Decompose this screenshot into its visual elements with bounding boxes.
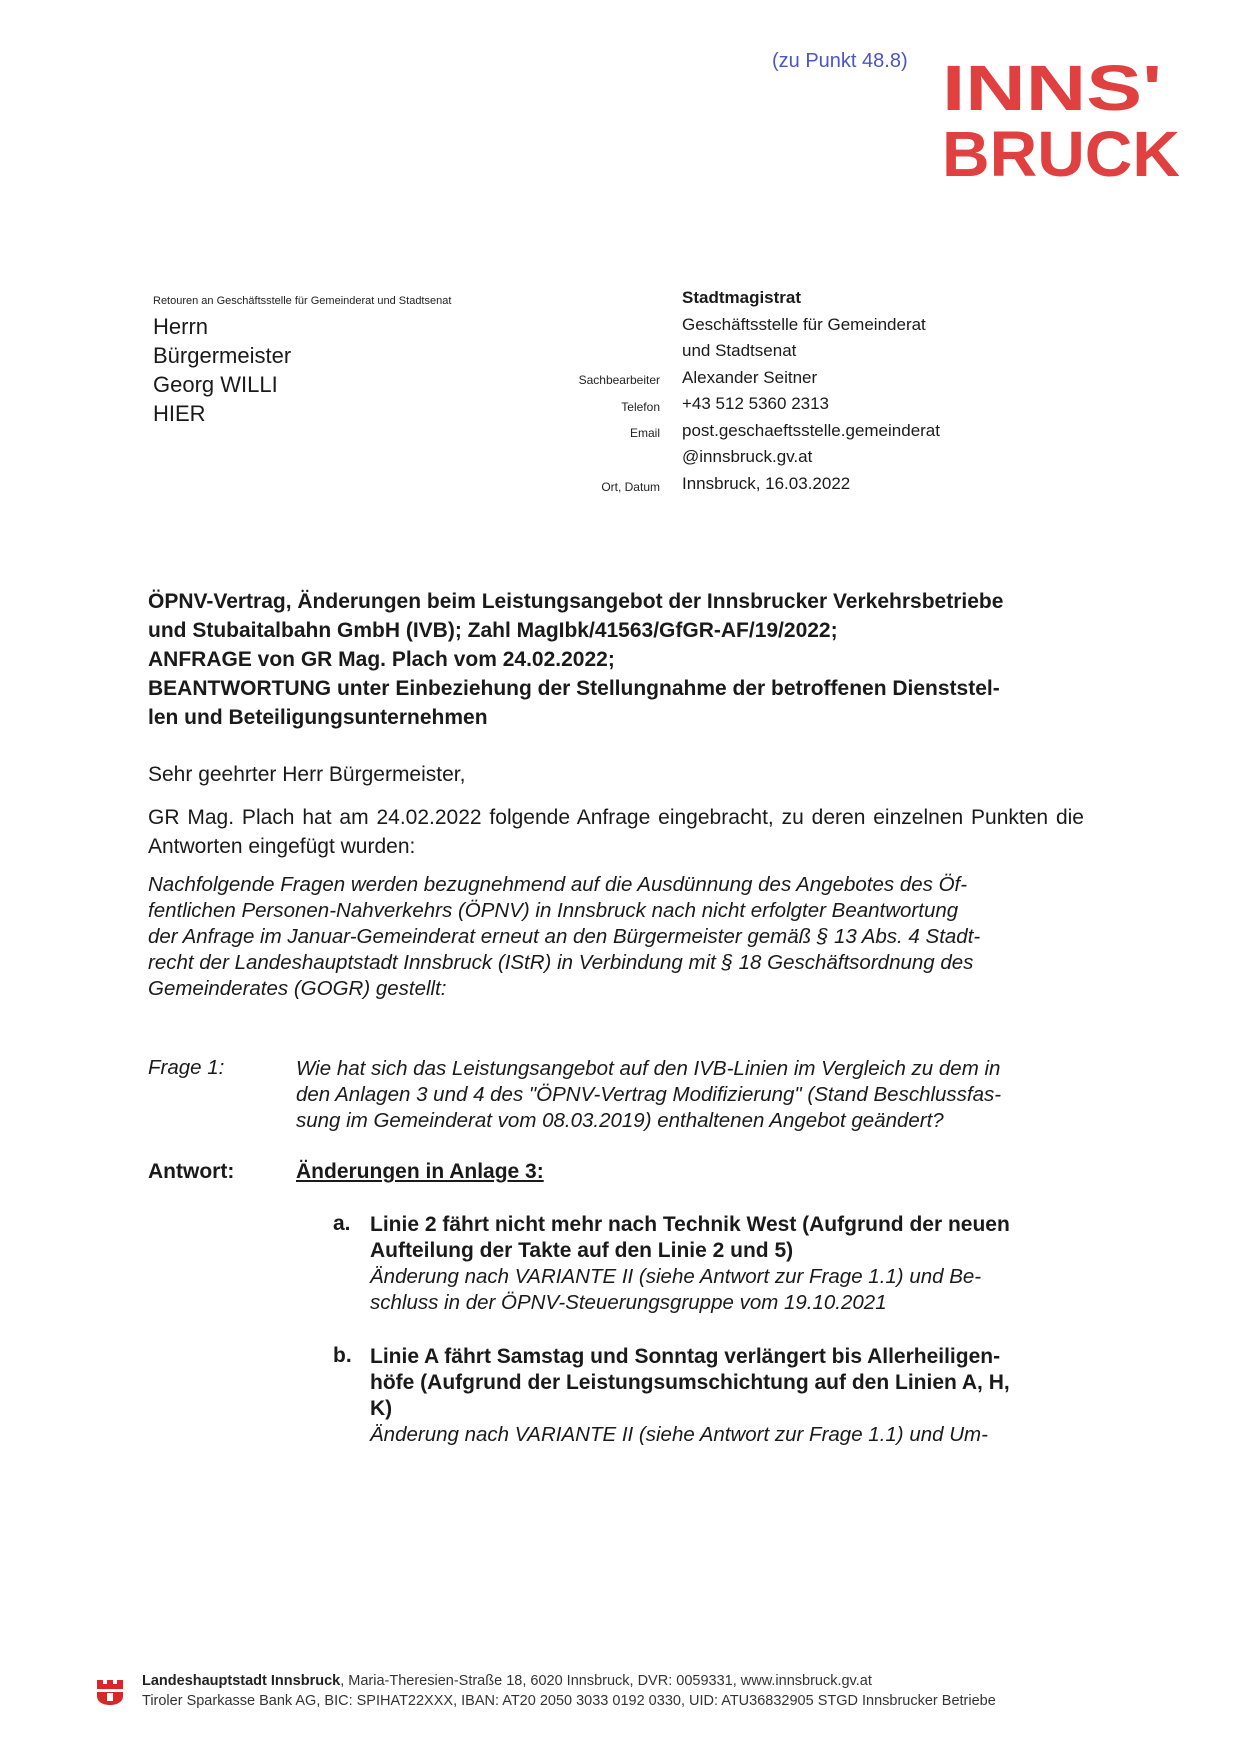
return-address: Retouren an Geschäftsstelle für Gemeinderat und Stadtsenat	[153, 295, 452, 307]
quote-line: fentlichen Personen-Nahverkehrs (ÖPNV) in Innsbruck nach nicht erfolgter Beantwortung	[148, 899, 959, 922]
footer-line	[142, 1671, 996, 1691]
recipient-line: Georg WILLI	[153, 372, 278, 397]
office-dept: und Stadtsenat	[682, 341, 797, 360]
answer-heading: Änderungen in Anlage 3:	[296, 1160, 544, 1183]
subject-line: BEANTWORTUNG unter Einbeziehung der Stellungnahme der betroffenen Dienststel-	[148, 677, 1000, 700]
email-label: Email	[629, 426, 660, 440]
intro-paragraph: GR Mag. Plach hat am 24.02.2022 folgende Anfrage eingebracht, zu deren einzelnen Punkten die Antworten eingefügt wurden:	[148, 806, 1084, 858]
office-info	[682, 285, 940, 497]
answer-item	[370, 1344, 1085, 1448]
recipient-line: Herrn	[153, 314, 209, 339]
innsbruck-logo	[940, 52, 1185, 182]
date-label: Ort, Datum	[601, 480, 660, 494]
salutation: Sehr geehrter Herr Bürgermeister,	[148, 763, 466, 786]
subject-line: ÖPNV-Vertrag, Änderungen beim Leistungsangebot der Innsbrucker Verkehrsbetriebe	[148, 590, 1004, 613]
item-title-line: K)	[370, 1397, 393, 1420]
office-name: Stadtmagistrat	[682, 288, 802, 307]
phone-number: +43 512 5360 2313	[682, 394, 830, 413]
office-dept: Geschäftsstelle für Gemeinderat	[682, 314, 926, 334]
question-line: den Anlagen 3 und 4 des "ÖPNV-Vertrag Modifizierung" (Stand Beschlussfas-	[296, 1083, 1002, 1106]
footer-org: Landeshauptstadt Innsbruck	[142, 1673, 341, 1689]
footer-bank: Tiroler Sparkasse Bank AG, BIC: SPIHAT22XXX, IBAN: AT20 2050 3033 0192 0330, UID: ATU36832905 STGD Innsbrucker Betriebe	[142, 1693, 996, 1709]
item-title-line: höfe (Aufgrund der Leistungsumschichtung auf den Linien A, H,	[370, 1371, 1010, 1394]
email-address: post.geschaeftsstelle.gemeinderat	[682, 420, 940, 440]
logo-line1: INNS'	[942, 52, 1162, 124]
item-letter: b.	[333, 1344, 352, 1367]
inquiry-quote	[148, 872, 1084, 1002]
quote-line: Gemeinderates (GOGR) gestellt:	[148, 977, 447, 1000]
footer-address: , Maria-Theresien-Straße 18, 6020 Innsbruck, DVR: 0059331, www.innsbruck.gv.at	[340, 1673, 872, 1689]
recipient-address	[153, 312, 291, 428]
item-note-line: Änderung nach VARIANTE II (siehe Antwort zur Frage 1.1) und Um-	[370, 1423, 988, 1446]
email-address: @innsbruck.gv.at	[682, 447, 813, 466]
clerk-name: Alexander Seitner	[682, 367, 818, 387]
question-text	[296, 1056, 1086, 1134]
subject-line: len und Beteiligungsunternehmen	[148, 706, 488, 729]
subject	[148, 587, 1088, 732]
top-note: (zu Punkt 48.8)	[772, 50, 908, 72]
answer-item	[370, 1212, 1085, 1316]
item-title-line: Linie 2 fährt nicht mehr nach Technik West (Aufgrund der neuen	[370, 1213, 1010, 1236]
city-crest-icon	[95, 1676, 125, 1706]
subject-line: ANFRAGE von GR Mag. Plach vom 24.02.2022;	[148, 648, 615, 671]
clerk-label: Sachbearbeiter	[578, 373, 660, 387]
item-note-line: Änderung nach VARIANTE II (siehe Antwort zur Frage 1.1) und Be-	[370, 1265, 982, 1288]
question-line: sung im Gemeinderat vom 08.03.2019) enthaltenen Angebot geändert?	[296, 1109, 944, 1132]
question-label: Frage 1:	[148, 1056, 225, 1079]
quote-line: der Anfrage im Januar-Gemeinderat erneut an den Bürgermeister gemäß § 13 Abs. 4 Stadt-	[148, 925, 981, 948]
question-line: Wie hat sich das Leistungsangebot auf den IVB-Linien im Vergleich zu dem in	[296, 1057, 1001, 1080]
logo-line2: BRUCK	[942, 118, 1180, 182]
quote-line: recht der Landeshauptstadt Innsbruck (IStR) in Verbindung mit § 18 Geschäftsordnung des	[148, 951, 974, 974]
place-date: Innsbruck, 16.03.2022	[682, 473, 851, 493]
phone-label: Telefon	[621, 400, 660, 414]
footer	[142, 1671, 996, 1711]
item-title-line: Aufteilung der Takte auf den Linie 2 und 5)	[370, 1239, 794, 1262]
item-letter: a.	[333, 1212, 351, 1235]
quote-line: Nachfolgende Fragen werden bezugnehmend auf die Ausdünnung des Angebotes des Öf-	[148, 873, 968, 896]
item-note-line: schluss in der ÖPNV-Steuerungsgruppe vom 19.10.2021	[370, 1291, 887, 1314]
answer-label: Antwort:	[148, 1160, 235, 1183]
recipient-line: Bürgermeister	[153, 343, 292, 368]
item-title-line: Linie A fährt Samstag und Sonntag verlängert bis Allerheiligen-	[370, 1345, 1001, 1368]
recipient-line: HIER	[153, 401, 206, 426]
subject-line: und Stubaitalbahn GmbH (IVB); Zahl MagIbk/41563/GfGR-AF/19/2022;	[148, 619, 838, 642]
